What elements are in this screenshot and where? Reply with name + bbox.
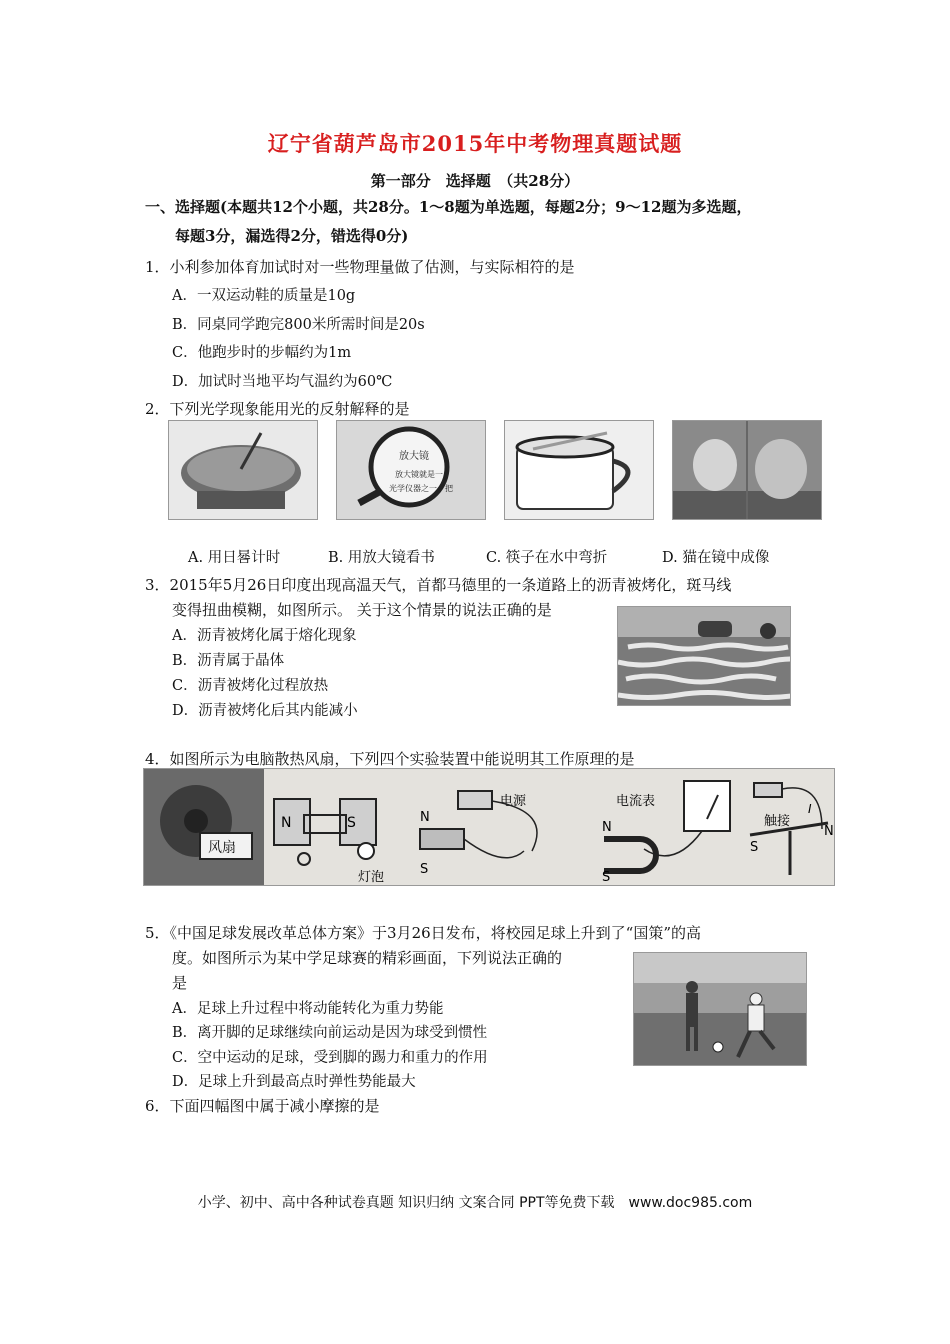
q3-stem-line1: 3．2015年5月26日印度出现高温天气，首都马德里的一条道路上的沥青被烤化，斑马线: [145, 576, 732, 594]
cat-mirror-image: [672, 420, 822, 520]
magnifier-text-1: 放大镜: [399, 451, 429, 462]
magnet-n-label: N: [281, 815, 292, 831]
q2-caption-b: B. 用放大镜看书: [328, 550, 435, 566]
apparatus-b-n: N: [420, 810, 430, 825]
apparatus-d-s: S: [750, 840, 759, 855]
magnifier-image: [336, 420, 486, 520]
q3-option-a: A．沥青被烤化属于熔化现象: [172, 628, 357, 644]
power-supply: [458, 791, 492, 809]
q1-option-a: A．一双运动鞋的质量是10g: [172, 288, 356, 304]
q5-stem-line3: 是: [172, 974, 188, 992]
apparatus-c-n: N: [602, 820, 612, 835]
q2-caption-c: C. 筷子在水中弯折: [486, 550, 608, 566]
q4-stem: 4．如图所示为电脑散热风扇，下列四个实验装置中能说明其工作原理的是: [145, 750, 635, 768]
bulb-label: 灯泡: [358, 870, 385, 885]
ammeter: [684, 781, 730, 831]
apparatus-c-s: S: [602, 870, 611, 885]
q1-option-d: D．加试时当地平均气温约为60℃: [172, 374, 393, 390]
q5-stem-line1: 5．《中国足球发展改革总体方案》于3月26日发布，将校园足球上升到了“国策”的高: [145, 924, 702, 942]
apparatus-b-s: S: [420, 862, 429, 877]
q2-caption-d: D. 猫在镜中成像: [662, 550, 770, 566]
fan-label: 风扇: [208, 840, 236, 856]
page-title: 辽宁省葫芦岛市2015年中考物理真题试题: [267, 131, 683, 156]
q5-option-b: B．离开脚的足球继续向前运动是因为球受到惯性: [172, 1025, 488, 1041]
q5-option-c: C．空中运动的足球，受到脚的踢力和重力的作用: [172, 1050, 488, 1066]
q1-option-c: C．他跑步时的步幅约为1m: [172, 345, 352, 361]
q5-option-d: D．足球上升到最高点时弹性势能最大: [172, 1074, 416, 1090]
q2-stem: 2．下列光学现象能用光的反射解释的是: [145, 400, 410, 418]
q3-option-b: B．沥青属于晶体: [172, 653, 285, 669]
page-footer: 小学、初中、高中各种试卷真题 知识归纳 文案合同 PPT等免费下载 www.doc985.com: [197, 1195, 753, 1211]
magnifier-text-2: 放大镜就是一: [395, 470, 443, 479]
q1-option-b: B．同桌同学跑完800米所需时间是20s: [172, 317, 425, 333]
magnifier-text-3: 光学仪器之一。把: [389, 484, 453, 493]
magnet-s-label: S: [347, 815, 356, 831]
melted-asphalt-image: [617, 606, 791, 706]
touch-label: 触接: [764, 814, 791, 829]
q2-caption-a: A. 用日晷计时: [188, 550, 281, 566]
q1-stem: 1．小利参加体育加试时对一些物理量做了估测，与实际相符的是: [145, 258, 575, 276]
power-label: 电源: [500, 794, 527, 809]
q3-option-c: C．沥青被烤化过程放热: [172, 678, 329, 694]
ammeter-label: 电流表: [616, 794, 656, 809]
q5-option-a: A．足球上升过程中将动能转化为重力势能: [172, 1001, 444, 1017]
q6-stem: 6．下面四幅图中属于减小摩擦的是: [145, 1097, 380, 1115]
q3-option-d: D．沥青被烤化后其内能减小: [172, 703, 358, 719]
apparatus-d-n: N: [824, 824, 834, 839]
sundial-image: [168, 420, 318, 520]
q3-stem-line2: 变得扭曲模糊，如图所示。 关于这个情景的说法正确的是: [172, 601, 552, 619]
section-instructions-line1: 一、选择题(本题共12个小题，共28分。1～8题为单选题，每题2分；9～12题为多选题，: [145, 198, 752, 216]
current-label: I: [808, 802, 812, 816]
chopstick-cup-image: [504, 420, 654, 520]
q5-stem-line2: 度。如图所示为某中学足球赛的精彩画面，下列说法正确的: [172, 949, 563, 967]
part-heading: 第一部分 选择题 （共28分）: [370, 172, 580, 190]
section-instructions-line2: 每题3分，漏选得2分，错选得0分): [175, 227, 409, 245]
fan-experiments-image: [143, 768, 835, 886]
football-match-image: [633, 952, 807, 1066]
